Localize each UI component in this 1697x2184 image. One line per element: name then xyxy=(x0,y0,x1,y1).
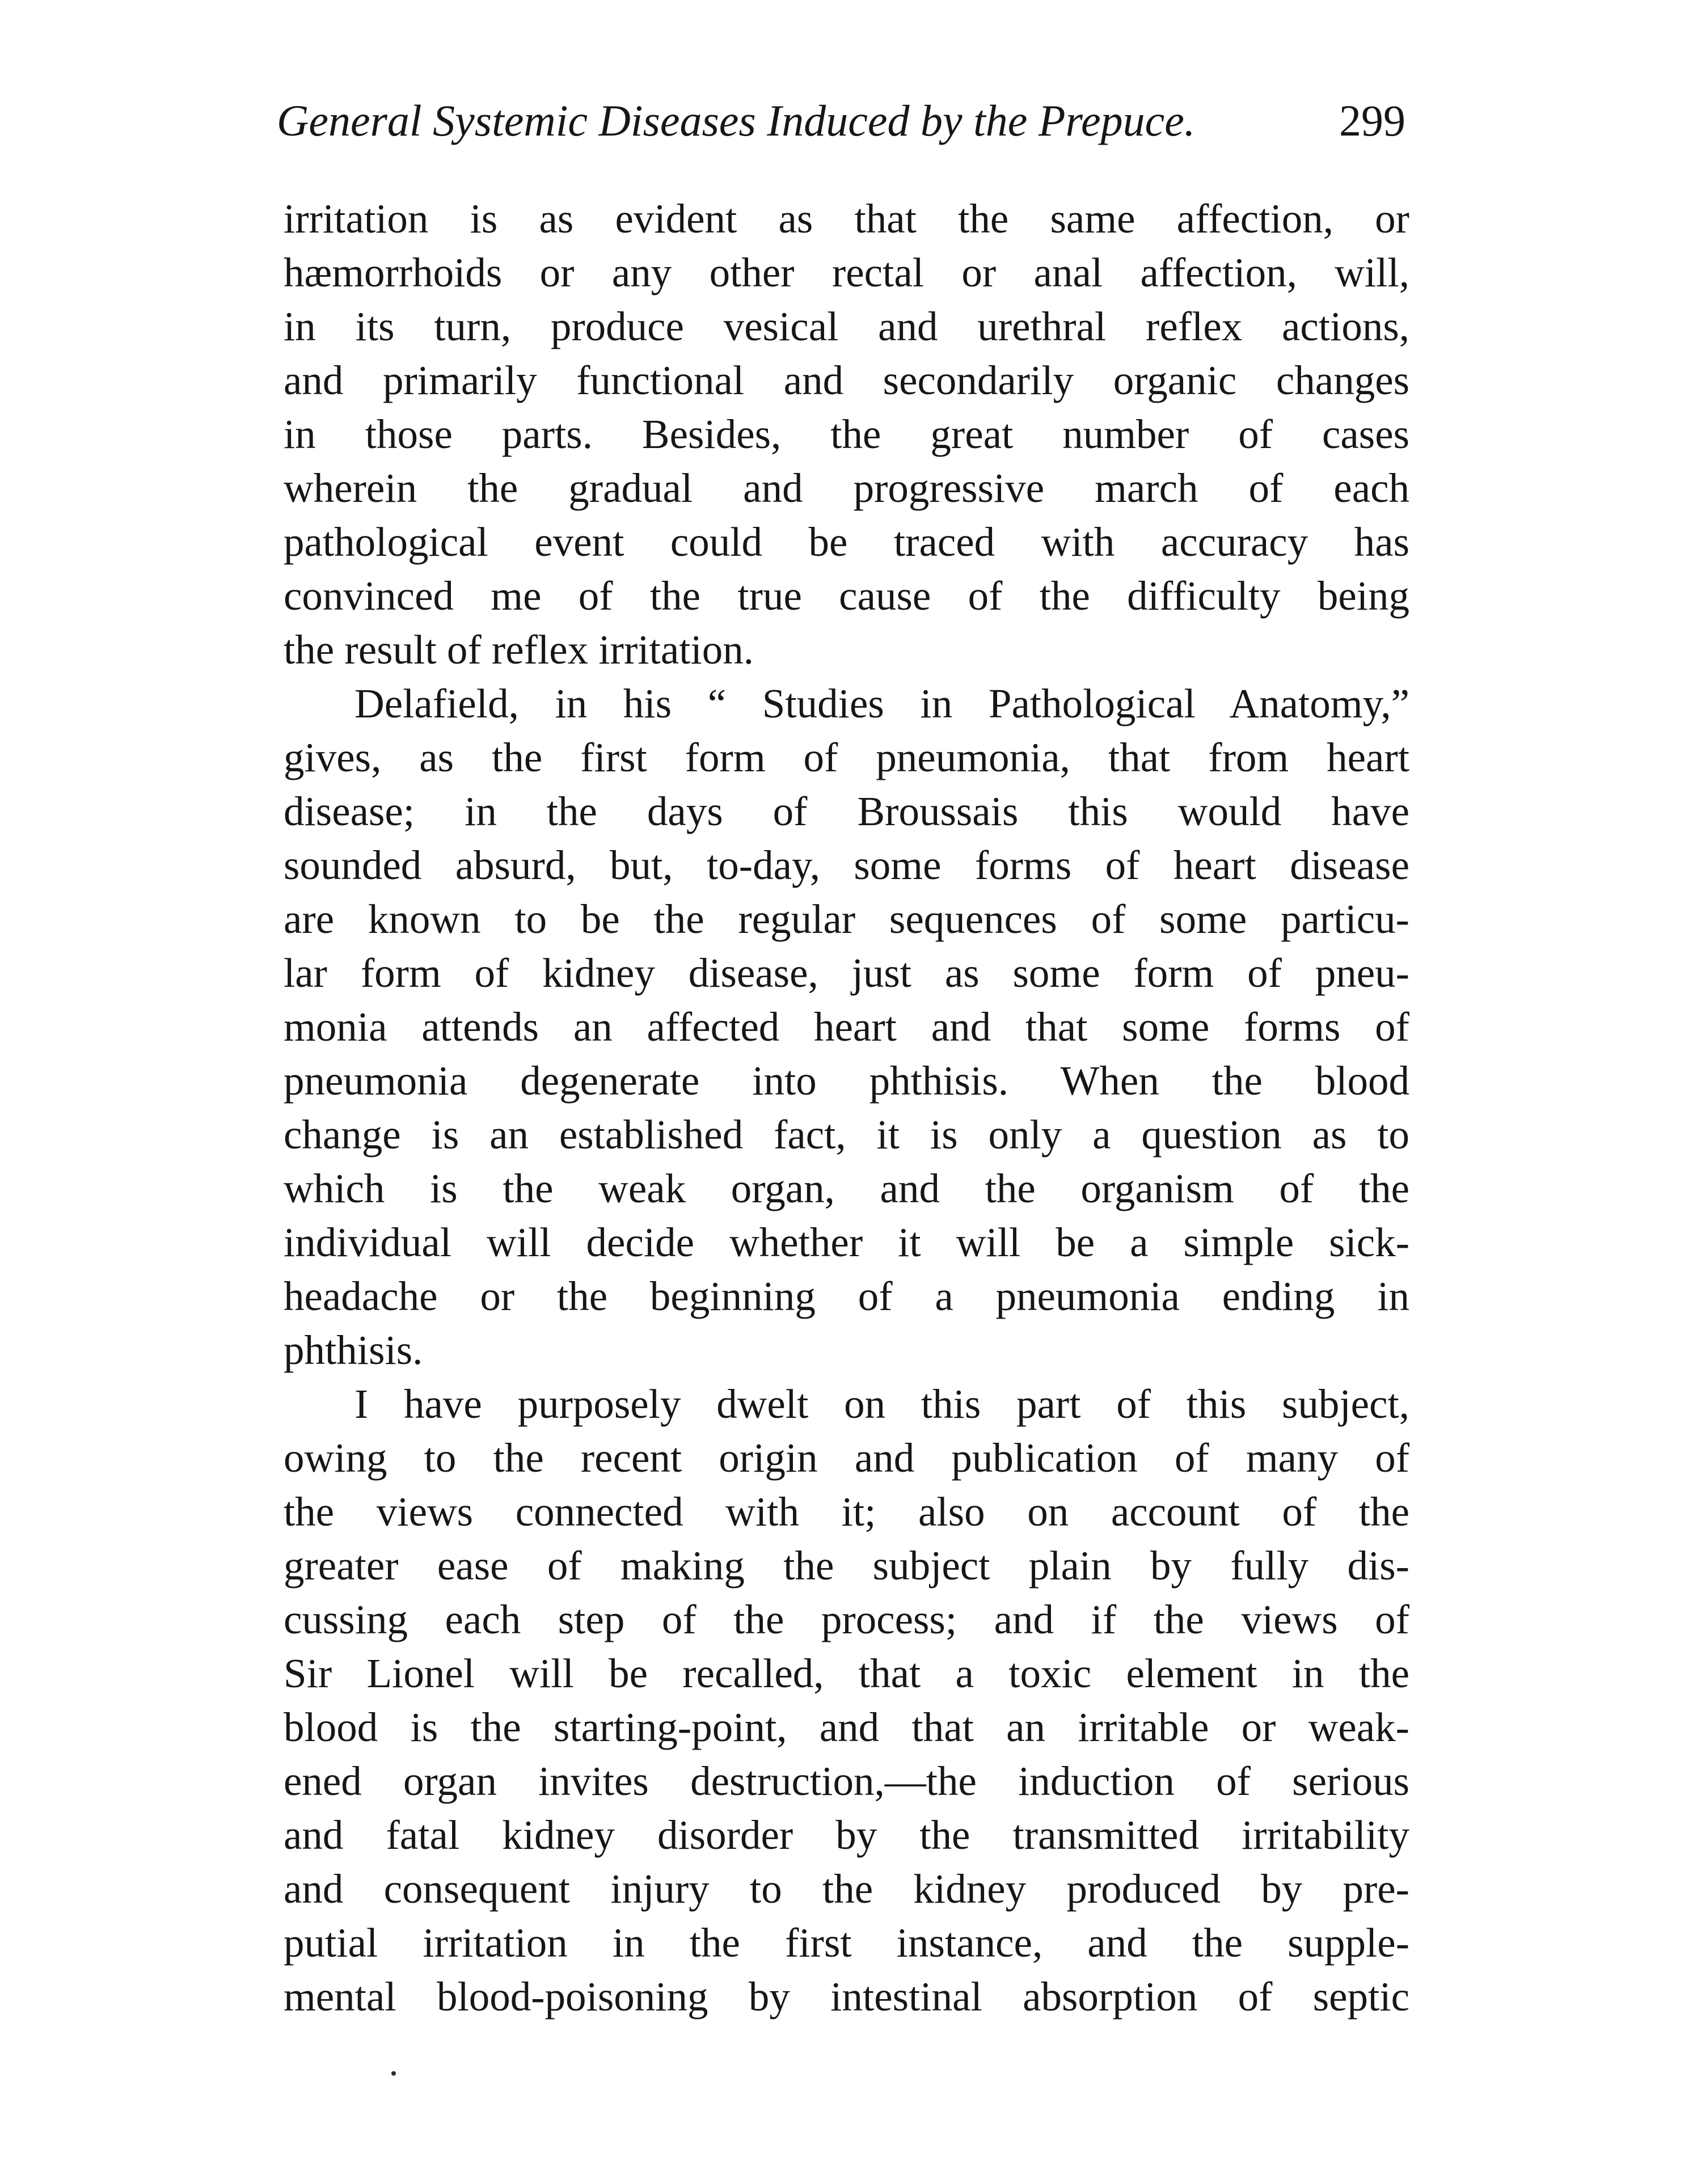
text-line: and primarily functional and secondarily organic changes xyxy=(284,357,1409,403)
text-line: ened organ invites destruction,—the induction of serious xyxy=(284,1758,1409,1804)
text-line: greater ease of making the subject plain by fully dis- xyxy=(284,1543,1409,1589)
text-line: and fatal kidney disorder by the transmitted irritability xyxy=(284,1812,1409,1858)
text-line: I have purposely dwelt on this part of this subject, xyxy=(354,1381,1409,1427)
text-line: mental blood-poisoning by intestinal absorption of septic xyxy=(284,1974,1409,2020)
text-line: monia attends an affected heart and that some forms of xyxy=(284,1004,1409,1050)
text-line: which is the weak organ, and the organism of the xyxy=(284,1165,1409,1211)
text-line: blood is the starting-point, and that an irritable or weak- xyxy=(284,1704,1409,1750)
text-line: individual will decide whether it will be a simple sick- xyxy=(284,1219,1409,1265)
text-line: sounded absurd, but, to-day, some forms of heart disease xyxy=(284,842,1409,888)
text-line: headache or the beginning of a pneumonia ending in xyxy=(284,1273,1409,1319)
text-line: Delafield, in his “ Studies in Pathological Anatomy,” xyxy=(354,681,1409,726)
ink-speck xyxy=(391,2071,396,2076)
text-line: pneumonia degenerate into phthisis. When the blood xyxy=(284,1058,1409,1104)
text-line: the result of reflex irritation. xyxy=(284,627,754,673)
text-line: gives, as the first form of pneumonia, that from heart xyxy=(284,734,1409,780)
text-line: irritation is as evident as that the same affection, or xyxy=(284,196,1409,242)
text-line: disease; in the days of Broussais this would have xyxy=(284,788,1409,834)
text-line: lar form of kidney disease, just as some form of pneu- xyxy=(284,950,1409,996)
text-line: and consequent injury to the kidney produced by pre- xyxy=(284,1866,1409,1912)
page-number: 299 xyxy=(1339,96,1405,145)
text-line: owing to the recent origin and publication of many of xyxy=(284,1435,1409,1481)
text-line: convinced me of the true cause of the difficulty being xyxy=(284,573,1409,619)
text-line: cussing each step of the process; and if the views of xyxy=(284,1596,1409,1642)
text-line: in those parts. Besides, the great number of cases xyxy=(284,411,1409,457)
text-line: phthisis. xyxy=(284,1327,423,1373)
text-line: pathological event could be traced with accuracy has xyxy=(284,519,1409,565)
text-line: wherein the gradual and progressive march of each xyxy=(284,465,1409,511)
text-line: in its turn, produce vesical and urethral reflex actions, xyxy=(284,303,1409,349)
text-line: putial irritation in the first instance, and the supple- xyxy=(284,1920,1409,1966)
text-line: change is an established fact, it is only a question as to xyxy=(284,1112,1409,1158)
text-line: are known to be the regular sequences of some particu- xyxy=(284,896,1409,942)
page-header xyxy=(277,95,1405,169)
running-title: General Systemic Diseases Induced by the Prepuce. xyxy=(277,96,1196,145)
text-line: Sir Lionel will be recalled, that a toxic element in the xyxy=(284,1650,1409,1696)
text-line: the views connected with it; also on account of the xyxy=(284,1489,1409,1535)
text-line: hæmorrhoids or any other rectal or anal affection, will, xyxy=(284,250,1409,295)
